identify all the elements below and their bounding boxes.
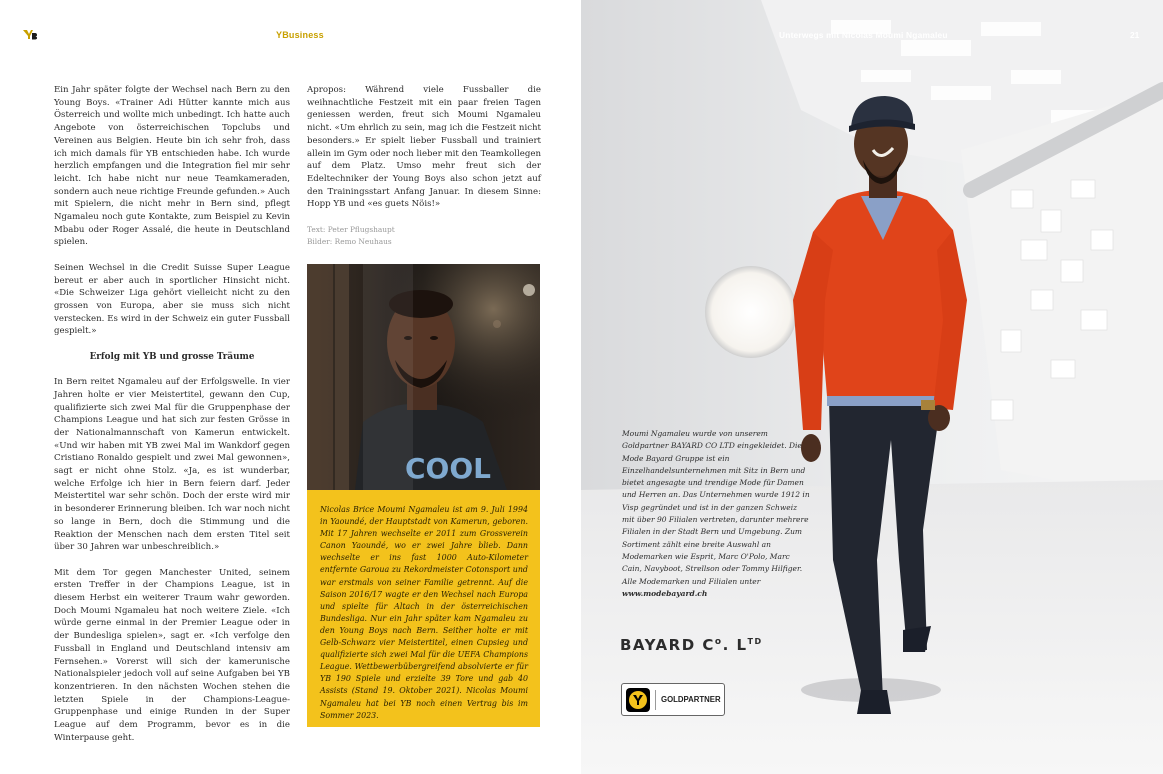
shirt-text: COOL bbox=[405, 452, 491, 485]
article-paragraph: Apropos: Während viele Fussballer die weihnachtliche Festzeit mit ein paar freien Tagen geniessen werden, freut sich Moumi Ngamaleu nicht. «Um ehrlich zu sein, mag ich die Festzeit nicht besonders.» Er spielt lieber Fussball und trainiert allein im Gym oder noch lieber mit den Teamkollegen auf dem Platz. Umso mehr freut sich der Edeltechniker der Young Boys also schon jetzt auf den Trainingsstart Anfang Januar. In diesem Sinne: Hopp YB und «es guets Nöis!» bbox=[307, 85, 541, 210]
section-name: YBusiness bbox=[276, 30, 324, 40]
article-subheading: Erfolg mit YB und grosse Träume bbox=[89, 351, 255, 362]
text-credit: Text: Peter Pflugshaupt bbox=[307, 224, 395, 234]
page-header-title: Unterwegs mit Nicolas Moumi Ngamaleu bbox=[779, 30, 948, 40]
goldpartner-badge bbox=[621, 683, 725, 716]
bayard-logo-text: BAYARD C bbox=[620, 636, 715, 654]
caption-text: Moumi Ngamaleu wurde von unserem Goldpartner BAYARD CO LTD eingekleidet. Die Mode Bayard Gruppe ist ein Einzelhandelsunternehmen mit Sitz in Bern und bietet angesagte und trendige Mode für Damen und Herren an. Das Unternehmen wurde 1912 in Visp gegründet und ist in der ganzen Schweiz mit über 90 Filialen vertreten, darunter mehrere Filialen in der Stadt Bern und Umgebung. Zum Sortiment zählt eine breite Auswahl an Modemarken wie Esprit, Marc O'Polo, Marc Cain, Navyboot, Strellson oder Tommy Hilfiger. Alle Modemarken und Filialen unter bbox=[622, 429, 810, 586]
yb-logo-icon bbox=[22, 28, 38, 40]
left-page bbox=[0, 0, 581, 774]
photo-caption bbox=[622, 428, 810, 600]
article-paragraph: Ein Jahr später folgte der Wechsel nach Bern zu den Young Boys. «Trainer Adi Hütter kannte mich aus Österreich und wollte mich unbedingt. Ich hatte auch Angebote von österreichischen Topclubs und Vereinen aus Belgien. Heute bin ich sehr froh, dass ich mich damals für YB entschieden habe. Ich wurde herzlich empfangen und die Integration fiel mir sehr leicht. Ich habe nicht nur neue Teamkameraden, sondern auch neue richtige Freunde gefunden.» Auch mit Spielern, die nicht mehr in Bern sind, pflegt Ngamaleu noch gute Kontakte, zum Beispiel zu Kevin Mbabu oder Roger Assalé, die heute in Deutschland spielen. bbox=[54, 85, 290, 248]
bayard-logo-l: . L bbox=[722, 636, 748, 654]
fashion-photo bbox=[581, 0, 1163, 774]
caption-link[interactable]: www.modebayard.ch bbox=[622, 588, 708, 598]
article-paragraph: Mit dem Tor gegen Manchester United, seinem ersten Treffer in der Champions League, ist in diesem Herbst ein weiterer Traum wahr geworden. Doch Moumi Ngamaleu hat noch weitere Ziele. «Ich würde gerne einmal in der Premier League oder in der Bundesliga spielen», sagt er. «Ich verfolge den Fussball in England und Deutschland intensiv am Fernsehen.» Vorerst will sich der kamerunische Nationalspieler jedoch voll auf seine Aufgaben bei YB konzentrieren. In den nächsten Wochen stehen die letzten Spiele in der Champions-League-Gruppenphase und einige Runden in der Super League auf dem Programm, bevor es in die Winterpause geht. bbox=[54, 567, 290, 743]
image-credit: Bilder: Remo Neuhaus bbox=[307, 236, 392, 246]
article-paragraph: Seinen Wechsel in die Credit Suisse Super League bereut er aber auch in sportlicher Hinsicht nicht. «Die Schweizer Liga gehört vielleicht nicht zu den grossen von Europa, aber sie muss sich nicht verstecken. Es wird in der Schweiz ein guter Fussball gespielt.» bbox=[54, 262, 290, 337]
portrait-photo bbox=[307, 264, 540, 490]
page-number: 21 bbox=[1130, 30, 1140, 40]
bayard-logo bbox=[620, 636, 763, 654]
bayard-logo-td: TD bbox=[747, 637, 763, 646]
goldpartner-label: GOLDPARTNER bbox=[661, 695, 721, 704]
yb-badge-icon bbox=[626, 688, 650, 712]
bio-box bbox=[307, 490, 540, 727]
right-page bbox=[581, 0, 1163, 774]
bayard-logo-o: o bbox=[714, 637, 723, 647]
article-column-1 bbox=[54, 84, 290, 757]
article-paragraph: In Bern reitet Ngamaleu auf der Erfolgswelle. In vier Jahren holte er vier Meistertitel, gewann den Cup, qualifizierte sich zwei Mal für die Gruppenphase der Champions League und hat sich zur festen Grösse in der Nationalmannschaft von Kamerun entwickelt. «Und wir haben mit YB zwei Mal im Wankdorf gegen Cristiano Ronaldo gespielt und zwei Mal gewonnen», sagt er nicht ohne Stolz. «Ja, es ist wunderbar, welche Erfolge ich hier in Bern feiern darf. Jeder Meistertitel war sehr schön. Doch der erste wird mir in besonderer Erinnerung bleiben. Ich war noch nicht so lange in Bern, doch die Stimmung und die Reaktion der Menschen nach dem ersten Titel seit über 30 Jahren war unbeschreiblich.» bbox=[54, 377, 290, 553]
badge-divider bbox=[655, 690, 656, 710]
article-column-2 bbox=[307, 84, 541, 248]
bio-text: Nicolas Brice Moumi Ngamaleu ist am 9. Juli 1994 in Yaoundé, der Hauptstadt von Kamerun, geboren. Mit 17 Jahren wechselte er 2011 zum Grossverein Canon Yaoundé, wo er zwei Jahre blieb. Dann wechselte er ins fast 1000 Auto-Kilometer entfernte Garoua zu Rekordmeister Cotonsport und war erstmals von seiner Familie getrennt. Auf die Saison 2016/17 wagte er den Wechsel nach Europa und spielte für Altach in der österreichischen Bundesliga. Nur ein Jahr später kam Ngamaleu zu den Young Boys nach Bern. Seither holte er mit Gelb-Schwarz vier Meistertitel, einen Cupsieg und qualifizierte sich zwei Mal für die UEFA Champions League. Wettbewerbübergreifend absolvierte er für YB 190 Spiele und erzielte 39 Tore und gab 40 Assists (Stand 19. Oktober 2021). Nicolas Moumi Ngamaleu hat bei YB noch einen Vertrag bis im Sommer 2023. bbox=[320, 505, 528, 720]
